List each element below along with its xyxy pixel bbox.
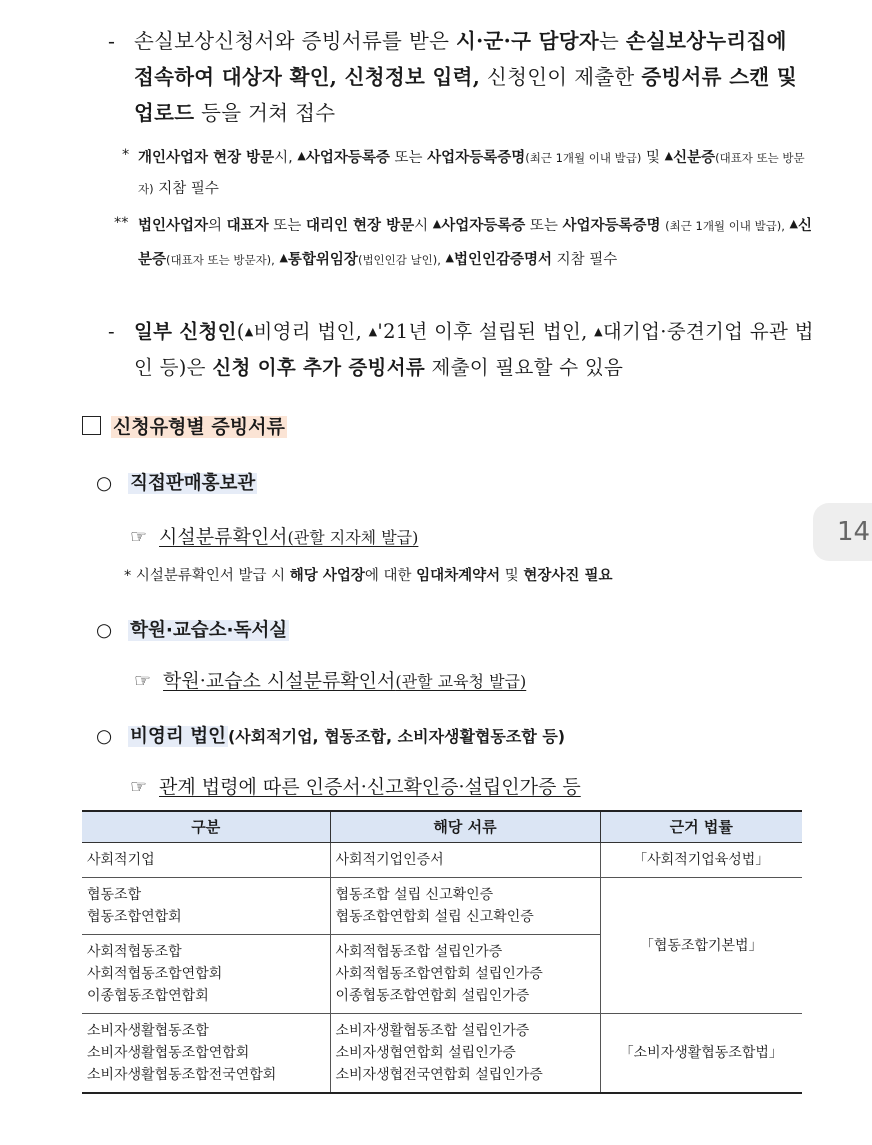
bullet-dash: - <box>108 29 116 53</box>
circle-bullet-icon: ○ <box>96 726 113 747</box>
bold-text: 손실보상누리집에 접속하여 대상자 확인, 신청정보 입력, <box>134 29 787 89</box>
cell-line: 사회적기업인증서 <box>335 852 444 868</box>
bold-text: 대리인 현장 방문 <box>305 218 415 234</box>
text: 또는 <box>268 218 306 234</box>
section-title: 신청유형별 증빙서류 <box>113 416 285 438</box>
table-row <box>82 1014 802 1094</box>
bold-text: 통합위임장 <box>287 252 358 268</box>
bold-text: 일부 신청인 <box>134 320 237 343</box>
cell-line: 협동조합 설립 신고확인증 <box>335 887 494 903</box>
cell-line: 사회적기업 <box>87 852 155 868</box>
small-text: (최근 1개월 이내 발급) <box>525 151 642 165</box>
triangle-icon: ▲ <box>244 325 254 338</box>
text: ( <box>236 320 245 343</box>
pointing-hand-icon: ☞ <box>130 776 148 798</box>
text: 제출이 필요할 수 있음 <box>424 356 624 379</box>
cell-line: 협동조합연합회 설립 신고확인증 <box>335 909 534 925</box>
cell-line: 소비자생활협동조합 설립인가증 <box>335 1023 530 1039</box>
column-header: 구분 <box>82 811 330 843</box>
text: 또는 <box>525 218 563 234</box>
cell-line: 이종협동조합연합회 <box>87 988 209 1004</box>
cell-line: 사회적협동조합연합회 <box>87 966 223 982</box>
table-cell <box>330 878 600 935</box>
section-heading <box>82 412 287 439</box>
document-name: 학원·교습소 시설분류확인서 <box>163 670 396 692</box>
subsection-direct-sales <box>96 469 257 495</box>
text: 지참 필수 <box>552 252 618 268</box>
triangle-icon: ▲ <box>297 149 306 162</box>
page-number-tab[interactable]: 14 <box>813 503 872 561</box>
subsection-title: 학원·교습소·독서실 <box>130 620 288 641</box>
cell-line: 소비자생협전국연합회 설립인가증 <box>335 1067 543 1083</box>
subsection-title: 비영리 법인 <box>130 726 226 747</box>
triangle-icon: ▲ <box>368 325 378 338</box>
table-cell <box>82 935 330 1014</box>
column-header: 근거 법률 <box>600 811 802 843</box>
bold-text: 신분증 <box>673 150 716 166</box>
triangle-icon: ▲ <box>432 217 442 230</box>
note-corporate-business <box>114 208 814 276</box>
subsection-academy <box>96 616 289 642</box>
text: 는 <box>598 29 626 53</box>
table-row <box>82 843 802 878</box>
cell-line: 소비자생협연합회 설립인가증 <box>335 1045 516 1061</box>
bold-text: 사업자등록증명 <box>427 150 526 166</box>
triangle-icon: ▲ <box>664 149 674 162</box>
text: 손실보상신청서와 증빙서류를 받은 <box>134 29 456 53</box>
bold-text: 신청 이후 추가 증빙서류 <box>212 356 425 379</box>
required-document <box>134 666 526 693</box>
subsection-title: 직접판매홍보관 <box>130 473 256 494</box>
cell-line: 사회적협동조합 <box>87 944 182 960</box>
table-cell <box>82 843 330 878</box>
text: 시설분류확인서 발급 시 <box>135 568 290 584</box>
cell-line: 소비자생활협동조합 <box>87 1023 209 1039</box>
cell-line: 이종협동조합연합회 설립인가증 <box>335 988 530 1004</box>
table-cell <box>82 878 330 935</box>
required-document <box>130 772 581 799</box>
text: 등을 거쳐 접수 <box>194 101 336 125</box>
bold-text: 임대차계약서 <box>416 568 501 584</box>
small-text: (법인인감 날인), <box>357 253 441 267</box>
triangle-icon: ▲ <box>789 217 799 230</box>
subsection-title-note: (사회적기업, 협동조합, 소비자생활협동조합 등) <box>227 727 566 746</box>
bold-text: 현장사진 필요 <box>523 568 613 584</box>
pointing-hand-icon: ☞ <box>134 670 152 692</box>
cell-line: 사회적협동조합 설립인가증 <box>335 944 503 960</box>
small-text: (대표자 또는 방문자) <box>138 151 805 196</box>
bold-text: 개인사업자 현장 방문 <box>138 150 275 166</box>
text: 지참 필수 <box>153 181 219 197</box>
document-name: 시설분류확인서 <box>159 526 288 548</box>
bold-text: 사업자등록증 <box>441 218 526 234</box>
circle-bullet-icon: ○ <box>96 620 113 641</box>
table-cell: 「협동조합기본법」 <box>600 878 802 1014</box>
column-header: 해당 서류 <box>330 811 600 843</box>
bold-text: 사업자등록증명 <box>562 218 661 234</box>
cell-line: 소비자생활협동조합전국연합회 <box>87 1067 277 1083</box>
text: 에 대한 <box>364 568 417 584</box>
text: 시, <box>274 150 298 166</box>
intro-bullet <box>108 23 814 131</box>
text: 대기업·중견기업 유관 법인 등)은 <box>134 320 814 379</box>
bold-text: 신분증 <box>138 218 813 268</box>
small-text: (대표자 또는 방문자), <box>166 253 275 267</box>
triangle-icon: ▲ <box>445 251 454 264</box>
table-cell: 「사회적기업육성법」 <box>600 843 802 878</box>
note-mark: ** <box>114 215 129 231</box>
table-cell <box>82 1014 330 1094</box>
cell-line: 소비자생활협동조합연합회 <box>87 1045 250 1061</box>
subsection-nonprofit <box>96 722 565 748</box>
text: '21년 이후 설립된 법인, <box>377 320 595 343</box>
document-note: (관할 교육청 발급) <box>395 672 527 691</box>
text: 시 <box>414 218 433 234</box>
cell-line: 사회적협동조합연합회 설립인가증 <box>335 966 543 982</box>
small-text: (최근 1개월 이내 발급), <box>665 219 785 233</box>
triangle-icon: ▲ <box>279 251 288 264</box>
bold-text: 증빙서류 스캔 및 업로드 <box>134 65 797 125</box>
text: 의 <box>208 218 227 234</box>
table-header-row <box>82 811 802 843</box>
note-individual-business <box>122 140 814 205</box>
text: 비영리 법인, <box>253 320 369 343</box>
table-row <box>82 878 802 935</box>
table-cell <box>330 1014 600 1094</box>
document-note: (관할 지자체 발급) <box>287 528 419 547</box>
table-cell <box>330 843 600 878</box>
text: 및 <box>641 150 665 166</box>
circle-bullet-icon: ○ <box>96 473 113 494</box>
bold-text: 해당 사업장 <box>289 568 365 584</box>
table-cell: 「소비자생활협동조합법」 <box>600 1014 802 1094</box>
text: 신청인이 제출한 <box>480 65 642 89</box>
subsection-note <box>124 564 612 585</box>
cell-line: 협동조합연합회 <box>87 909 182 925</box>
evidence-documents-table <box>82 810 802 1094</box>
note-mark: * <box>122 147 130 163</box>
pointing-hand-icon: ☞ <box>130 526 148 548</box>
bold-text: 시·군·구 담당자 <box>456 29 599 53</box>
bold-text: 대표자 <box>226 218 269 234</box>
text: 및 <box>500 568 524 584</box>
bold-text: 법인사업자 <box>138 218 209 234</box>
table-cell <box>330 935 600 1014</box>
bold-text: 법인인감증명서 <box>453 252 553 268</box>
required-document <box>130 522 418 549</box>
text: 또는 <box>389 150 428 166</box>
document-name: 관계 법령에 따른 인증서·신고확인증·설립인가증 등 <box>159 776 581 798</box>
bold-text: 사업자등록증 <box>305 150 390 166</box>
additional-documents-bullet <box>108 314 814 386</box>
bullet-dash: - <box>108 320 115 343</box>
triangle-icon: ▲ <box>594 325 603 338</box>
note-mark: * <box>124 568 132 584</box>
checkbox-square-icon <box>82 416 101 435</box>
cell-line: 협동조합 <box>87 887 142 903</box>
